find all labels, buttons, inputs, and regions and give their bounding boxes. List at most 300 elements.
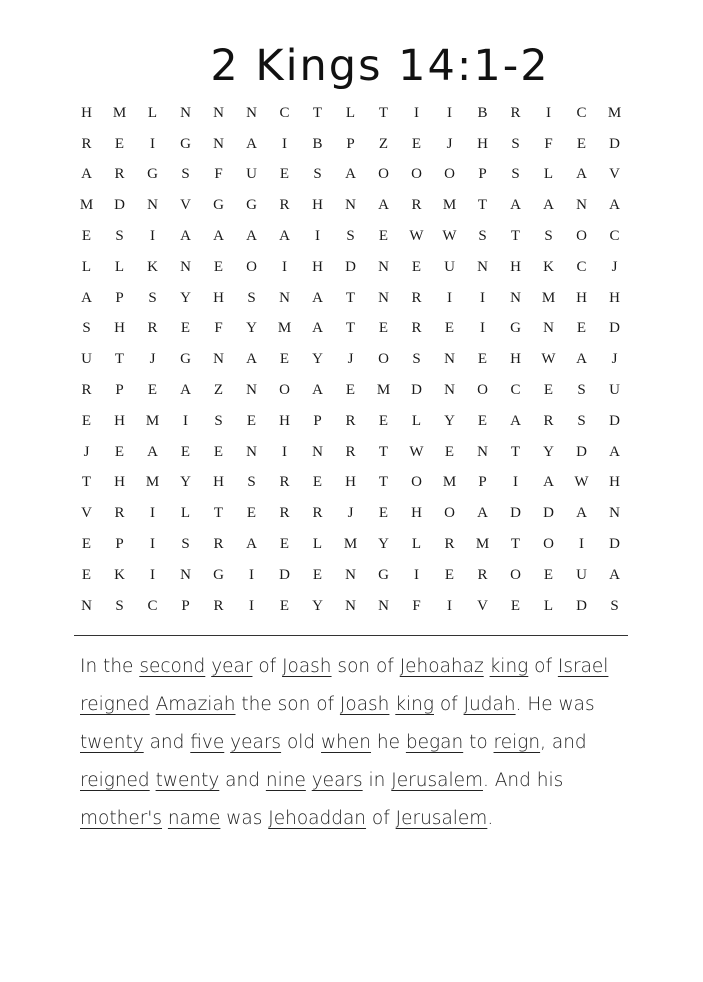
grid-letter: C: [279, 104, 290, 121]
grid-letter: S: [214, 412, 223, 429]
grid-letter: E: [114, 443, 125, 460]
grid-letter: O: [411, 166, 422, 183]
grid-letter: U: [444, 258, 455, 275]
grid-letter: B: [312, 135, 323, 152]
grid-row: [70, 375, 631, 406]
grid-letter: D: [609, 412, 620, 429]
grid-letter: I: [183, 412, 188, 429]
grid-letter: H: [81, 104, 92, 121]
grid-letter: S: [544, 228, 553, 245]
grid-letter: P: [115, 289, 124, 306]
grid-letter: I: [282, 258, 287, 275]
grid-letter: V: [609, 166, 620, 183]
hidden-word: Jehoaddan: [268, 808, 367, 829]
grid-letter: L: [411, 412, 422, 429]
passage-text: of: [528, 656, 558, 677]
grid-letter: E: [378, 505, 389, 522]
grid-letter: A: [180, 228, 191, 245]
hidden-word: Israel: [557, 656, 609, 677]
grid-letter: P: [181, 597, 190, 614]
hidden-word: mother's: [80, 808, 163, 829]
grid-letter: T: [477, 197, 488, 214]
grid-letter: S: [313, 166, 322, 183]
grid-letter: O: [378, 351, 389, 368]
grid-letter: A: [510, 412, 521, 429]
hidden-word: Joash: [339, 694, 390, 715]
grid-letter: T: [510, 228, 521, 245]
hidden-word: years: [311, 770, 363, 791]
passage-text: he: [371, 732, 406, 753]
scripture-passage: [80, 648, 640, 838]
passage-text: and: [219, 770, 266, 791]
grid-letter: E: [576, 135, 587, 152]
grid-letter: V: [477, 597, 488, 614]
grid-letter: M: [607, 104, 622, 121]
grid-letter: F: [544, 135, 553, 152]
grid-letter: R: [345, 443, 356, 460]
grid-letter: S: [181, 166, 190, 183]
grid-row: [70, 283, 631, 314]
grid-letter: P: [115, 536, 124, 553]
grid-letter: S: [577, 412, 586, 429]
grid-letter: H: [609, 289, 620, 306]
grid-letter: C: [147, 597, 158, 614]
grid-letter: R: [510, 104, 521, 121]
grid-letter: M: [145, 474, 160, 491]
grid-letter: I: [480, 320, 485, 337]
grid-letter: J: [149, 351, 156, 368]
grid-letter: N: [246, 104, 257, 121]
divider: [74, 635, 628, 636]
grid-letter: A: [246, 228, 257, 245]
grid-letter: E: [246, 505, 257, 522]
grid-letter: I: [447, 597, 452, 614]
grid-letter: T: [510, 443, 521, 460]
grid-letter: L: [147, 104, 158, 121]
hidden-word: Jehoahaz: [399, 656, 484, 677]
grid-letter: H: [411, 505, 422, 522]
hidden-word: five: [190, 732, 225, 753]
grid-row: [70, 406, 631, 437]
grid-row: [70, 129, 631, 160]
grid-letter: O: [378, 166, 389, 183]
grid-letter: N: [180, 258, 191, 275]
grid-letter: Y: [180, 474, 191, 491]
grid-letter: J: [446, 135, 453, 152]
grid-letter: E: [378, 320, 389, 337]
hidden-word: years: [230, 732, 282, 753]
grid-letter: N: [477, 443, 488, 460]
grid-letter: C: [510, 382, 521, 399]
grid-letter: Z: [213, 382, 224, 399]
grid-row: [70, 560, 631, 591]
grid-letter: B: [477, 104, 488, 121]
grid-letter: E: [180, 320, 191, 337]
grid-letter: G: [510, 320, 521, 337]
grid-letter: P: [478, 474, 487, 491]
grid-letter: A: [609, 443, 620, 460]
grid-letter: H: [279, 412, 290, 429]
grid-letter: H: [213, 289, 224, 306]
grid-letter: P: [478, 166, 487, 183]
grid-letter: H: [114, 320, 125, 337]
grid-letter: A: [609, 566, 620, 583]
grid-letter: I: [447, 289, 452, 306]
grid-letter: J: [347, 351, 354, 368]
hidden-word: king: [489, 656, 529, 677]
passage-text: of: [252, 656, 283, 677]
grid-letter: R: [444, 536, 455, 553]
hidden-word: reign: [493, 732, 541, 753]
grid-letter: I: [282, 135, 287, 152]
grid-letter: G: [180, 135, 191, 152]
grid-letter: J: [611, 351, 618, 368]
grid-letter: E: [312, 474, 323, 491]
passage-text: old: [281, 732, 322, 753]
grid-letter: C: [576, 258, 587, 275]
grid-letter: M: [343, 536, 358, 553]
grid-letter: U: [609, 382, 620, 399]
grid-letter: D: [411, 382, 422, 399]
grid-letter: A: [213, 228, 224, 245]
grid-letter: I: [414, 104, 419, 121]
grid-letter: E: [147, 382, 158, 399]
grid-letter: M: [475, 536, 490, 553]
grid-letter: W: [541, 351, 556, 368]
grid-letter: H: [114, 412, 125, 429]
grid-letter: R: [477, 566, 488, 583]
grid-letter: S: [478, 228, 487, 245]
grid-letter: R: [411, 197, 422, 214]
grid-letter: A: [147, 443, 158, 460]
grid-letter: A: [477, 505, 488, 522]
grid-letter: W: [409, 443, 424, 460]
grid-letter: O: [246, 258, 257, 275]
grid-letter: T: [81, 474, 92, 491]
grid-letter: G: [246, 197, 257, 214]
grid-letter: N: [312, 443, 323, 460]
grid-row: [70, 529, 631, 560]
grid-letter: N: [609, 505, 620, 522]
grid-letter: S: [511, 166, 520, 183]
grid-letter: A: [81, 166, 92, 183]
hidden-word: year: [211, 656, 253, 677]
grid-letter: A: [378, 197, 389, 214]
grid-letter: O: [510, 566, 521, 583]
grid-letter: I: [480, 289, 485, 306]
hidden-word: reigned: [80, 770, 150, 791]
grid-letter: E: [576, 320, 587, 337]
grid-letter: Y: [543, 443, 554, 460]
grid-letter: N: [378, 289, 389, 306]
grid-letter: S: [115, 597, 124, 614]
grid-letter: Y: [312, 597, 323, 614]
grid-letter: G: [378, 566, 389, 583]
grid-letter: O: [543, 536, 554, 553]
grid-letter: E: [213, 258, 224, 275]
hidden-word: Joash: [282, 656, 332, 677]
grid-letter: A: [246, 135, 257, 152]
grid-letter: H: [609, 474, 620, 491]
grid-letter: E: [246, 412, 257, 429]
grid-letter: R: [147, 320, 158, 337]
grid-letter: I: [150, 505, 155, 522]
grid-letter: M: [442, 474, 457, 491]
grid-letter: V: [180, 197, 191, 214]
grid-letter: T: [378, 443, 389, 460]
grid-letter: D: [576, 443, 587, 460]
grid-letter: H: [312, 258, 323, 275]
grid-letter: N: [510, 289, 521, 306]
grid-letter: E: [444, 443, 455, 460]
grid-letter: M: [145, 412, 160, 429]
grid-letter: Y: [312, 351, 323, 368]
grid-letter: M: [112, 104, 127, 121]
grid-letter: L: [543, 166, 554, 183]
grid-letter: S: [148, 289, 157, 306]
passage-text: the son of: [235, 694, 340, 715]
hidden-word: second: [139, 656, 206, 677]
grid-row: [70, 591, 631, 622]
grid-letter: L: [114, 258, 125, 275]
passage-text: of: [366, 808, 396, 829]
grid-letter: A: [345, 166, 356, 183]
grid-letter: M: [442, 197, 457, 214]
grid-letter: M: [541, 289, 556, 306]
grid-letter: N: [444, 382, 455, 399]
grid-letter: I: [150, 566, 155, 583]
grid-letter: I: [546, 104, 551, 121]
passage-text: . He was: [515, 694, 595, 715]
grid-letter: T: [213, 505, 224, 522]
grid-letter: M: [79, 197, 94, 214]
grid-letter: H: [114, 474, 125, 491]
grid-letter: R: [81, 135, 92, 152]
hidden-word: Jerusalem: [391, 770, 483, 791]
grid-letter: O: [279, 382, 290, 399]
grid-letter: S: [412, 351, 421, 368]
grid-letter: A: [510, 197, 521, 214]
grid-letter: M: [277, 320, 292, 337]
grid-letter: D: [609, 536, 620, 553]
grid-letter: Y: [246, 320, 257, 337]
hidden-word: name: [167, 808, 221, 829]
grid-letter: P: [115, 382, 124, 399]
grid-letter: R: [279, 197, 290, 214]
grid-row: [70, 221, 631, 252]
grid-letter: R: [279, 474, 290, 491]
grid-letter: F: [412, 597, 421, 614]
grid-letter: J: [611, 258, 618, 275]
grid-letter: E: [279, 536, 290, 553]
grid-letter: R: [543, 412, 554, 429]
grid-letter: O: [444, 505, 455, 522]
grid-letter: N: [345, 197, 356, 214]
grid-letter: A: [576, 351, 587, 368]
passage-text: , and: [540, 732, 587, 753]
grid-letter: D: [543, 505, 554, 522]
grid-letter: D: [609, 135, 620, 152]
hidden-word: twenty: [155, 770, 220, 791]
grid-letter: J: [347, 505, 354, 522]
grid-letter: S: [511, 135, 520, 152]
grid-letter: I: [249, 566, 254, 583]
grid-row: [70, 468, 631, 499]
passage-text: In the: [80, 656, 140, 677]
grid-letter: T: [312, 104, 323, 121]
passage-text: son of: [331, 656, 400, 677]
grid-letter: E: [411, 258, 422, 275]
grid-letter: H: [576, 289, 587, 306]
grid-letter: K: [114, 566, 125, 583]
grid-letter: M: [376, 382, 391, 399]
grid-letter: S: [610, 597, 619, 614]
grid-letter: R: [213, 536, 224, 553]
grid-letter: R: [411, 320, 422, 337]
grid-row: [70, 252, 631, 283]
grid-row: [70, 344, 631, 375]
grid-letter: E: [411, 135, 422, 152]
grid-letter: A: [312, 382, 323, 399]
grid-letter: E: [279, 351, 290, 368]
grid-letter: F: [214, 166, 223, 183]
grid-letter: I: [150, 135, 155, 152]
grid-letter: R: [279, 505, 290, 522]
word-search-grid: [70, 98, 631, 622]
grid-letter: W: [409, 228, 424, 245]
grid-letter: E: [444, 566, 455, 583]
grid-letter: S: [181, 536, 190, 553]
grid-letter: A: [609, 197, 620, 214]
grid-row: [70, 314, 631, 345]
grid-letter: E: [477, 351, 488, 368]
grid-letter: I: [579, 536, 584, 553]
grid-letter: N: [213, 104, 224, 121]
hidden-word: king: [395, 694, 434, 715]
grid-letter: R: [345, 412, 356, 429]
grid-letter: N: [213, 135, 224, 152]
grid-letter: N: [180, 104, 191, 121]
grid-letter: R: [114, 505, 125, 522]
grid-letter: R: [312, 505, 323, 522]
grid-letter: T: [114, 351, 125, 368]
grid-letter: R: [81, 382, 92, 399]
grid-letter: O: [477, 382, 488, 399]
grid-letter: N: [81, 597, 92, 614]
passage-text: to: [463, 732, 494, 753]
grid-letter: E: [81, 536, 92, 553]
hidden-word: Jerusalem: [395, 808, 488, 829]
grid-letter: G: [147, 166, 158, 183]
grid-letter: Y: [180, 289, 191, 306]
grid-letter: E: [81, 412, 92, 429]
grid-letter: E: [345, 382, 356, 399]
grid-letter: E: [279, 166, 290, 183]
grid-letter: G: [213, 197, 224, 214]
grid-letter: A: [246, 351, 257, 368]
grid-letter: A: [576, 166, 587, 183]
grid-letter: H: [477, 135, 488, 152]
passage-text: and: [143, 732, 191, 753]
grid-letter: W: [574, 474, 589, 491]
grid-letter: E: [279, 597, 290, 614]
grid-letter: A: [312, 289, 323, 306]
grid-letter: A: [279, 228, 290, 245]
grid-letter: D: [510, 505, 521, 522]
grid-letter: K: [543, 258, 554, 275]
grid-letter: H: [510, 351, 521, 368]
hidden-word: Judah: [463, 694, 516, 715]
passage-text: in: [362, 770, 392, 791]
grid-letter: Y: [378, 536, 389, 553]
grid-letter: S: [247, 289, 256, 306]
grid-letter: S: [247, 474, 256, 491]
grid-row: [70, 98, 631, 129]
grid-letter: D: [345, 258, 356, 275]
grid-letter: I: [447, 104, 452, 121]
grid-letter: N: [345, 566, 356, 583]
grid-letter: P: [346, 135, 355, 152]
grid-letter: A: [81, 289, 92, 306]
grid-letter: O: [576, 228, 587, 245]
grid-letter: J: [83, 443, 90, 460]
grid-letter: I: [150, 228, 155, 245]
grid-letter: U: [81, 351, 92, 368]
grid-letter: E: [81, 228, 92, 245]
grid-letter: I: [513, 474, 518, 491]
grid-letter: N: [444, 351, 455, 368]
grid-letter: N: [246, 443, 257, 460]
grid-letter: A: [246, 536, 257, 553]
grid-letter: W: [442, 228, 457, 245]
grid-letter: L: [312, 536, 323, 553]
grid-letter: O: [411, 474, 422, 491]
grid-letter: N: [147, 197, 158, 214]
grid-letter: D: [279, 566, 290, 583]
grid-letter: G: [213, 566, 224, 583]
grid-letter: C: [609, 228, 620, 245]
grid-letter: N: [543, 320, 554, 337]
grid-letter: N: [477, 258, 488, 275]
grid-letter: A: [543, 197, 554, 214]
page-title: 2 Kings 14:1-2: [210, 41, 550, 91]
hidden-word: when: [321, 732, 372, 753]
passage-text: .: [487, 808, 494, 829]
grid-letter: F: [214, 320, 223, 337]
grid-letter: V: [81, 505, 92, 522]
grid-letter: N: [576, 197, 587, 214]
grid-letter: E: [213, 443, 224, 460]
grid-letter: E: [444, 320, 455, 337]
grid-letter: H: [510, 258, 521, 275]
grid-letter: T: [378, 104, 389, 121]
grid-row: [70, 160, 631, 191]
grid-letter: R: [213, 597, 224, 614]
grid-letter: E: [180, 443, 191, 460]
grid-letter: E: [378, 228, 389, 245]
hidden-word: reigned: [80, 694, 150, 715]
grid-letter: E: [543, 382, 554, 399]
grid-letter: E: [378, 412, 389, 429]
grid-letter: E: [81, 566, 92, 583]
grid-letter: G: [180, 351, 191, 368]
passage-text: of: [433, 694, 464, 715]
grid-letter: N: [180, 566, 191, 583]
grid-letter: S: [346, 228, 355, 245]
grid-letter: A: [576, 505, 587, 522]
grid-letter: T: [510, 536, 521, 553]
grid-letter: A: [543, 474, 554, 491]
